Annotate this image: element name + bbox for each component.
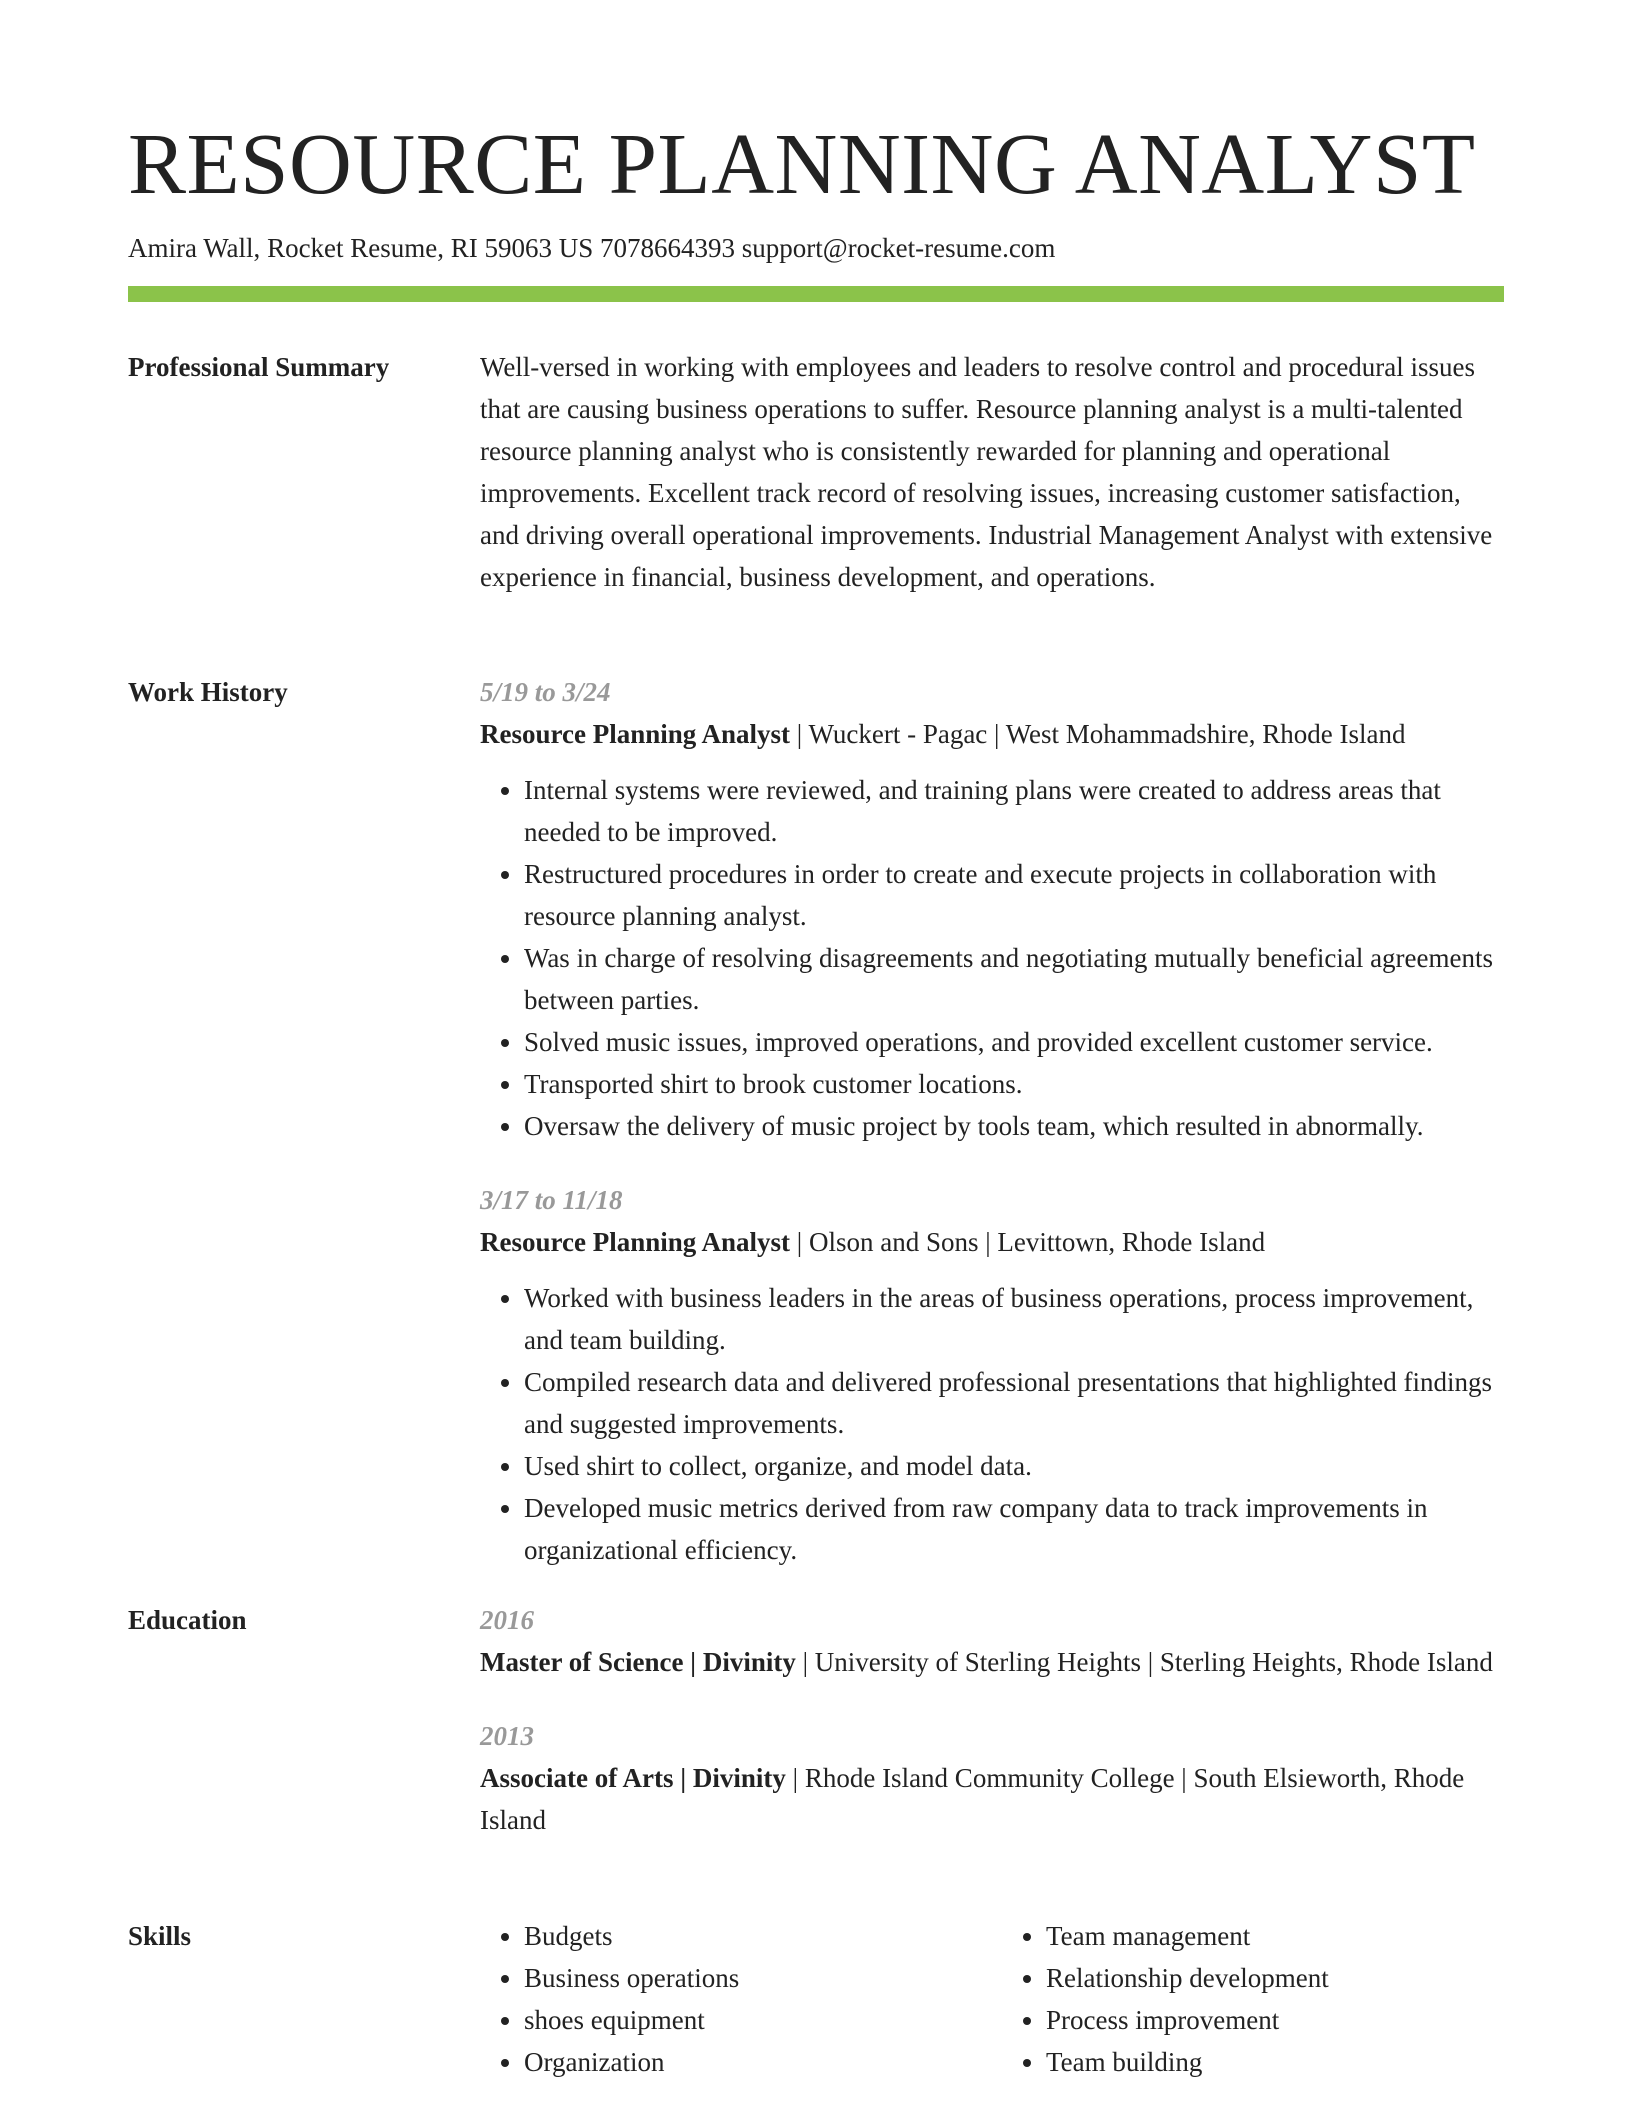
education-entry <box>480 1599 1504 1683</box>
education-entry <box>480 1715 1504 1841</box>
job-entry <box>480 1179 1504 1571</box>
education-heading: Education <box>128 1605 247 1635</box>
job-title: Resource Planning Analyst <box>480 719 791 749</box>
degree: Associate of Arts | Divinity <box>480 1763 786 1793</box>
list-item: • Oversaw the delivery of music project by tools team, which resulted in abnormally. <box>524 1105 1504 1147</box>
contact-line <box>128 230 1055 268</box>
list-item: • Transported shirt to brook customer locations. <box>524 1063 1504 1105</box>
job-entry <box>480 671 1504 1147</box>
work-history-body <box>480 671 1504 1571</box>
contact-name: Amira Wall, <box>128 233 261 263</box>
list-item: • Developed music metrics derived from raw company data to track improvements in organizational efficiency. <box>524 1487 1504 1571</box>
education-details: | University of Sterling Heights | Sterling Heights, Rhode Island <box>795 1647 1493 1677</box>
education-line <box>480 1757 1504 1841</box>
list-item: • Internal systems were reviewed, and training plans were created to address areas that needed to be improved. <box>524 769 1504 853</box>
job-role-line <box>480 1221 1504 1263</box>
list-item: • Organization <box>524 2041 982 2083</box>
list-item: • Business operations <box>524 1957 982 1999</box>
summary-heading: Professional Summary <box>128 352 390 382</box>
list-item: • Team management <box>1046 1915 1504 1957</box>
list-item: • Team building <box>1046 2041 1504 2083</box>
job-bullets <box>480 1277 1504 1571</box>
list-item: • Compiled research data and delivered professional presentations that highlighted findings and suggested improvements. <box>524 1361 1504 1445</box>
skills-grid <box>480 1915 1504 2083</box>
list-item: • Worked with business leaders in the areas of business operations, process improvement, and team building. <box>524 1277 1504 1361</box>
list-item: • Restructured procedures in order to create and execute projects in collaboration with resource planning analyst. <box>524 853 1504 937</box>
job-dates: 3/17 to 11/18 <box>480 1185 623 1215</box>
education-details: | Rhode Island Community College | South Elsieworth, Rhode Island <box>480 1763 1465 1835</box>
job-dates: 5/19 to 3/24 <box>480 677 611 707</box>
job-role-line <box>480 713 1504 755</box>
education-year: 2016 <box>480 1605 534 1635</box>
list-item: • Budgets <box>524 1915 982 1957</box>
list-item: • Relationship development <box>1046 1957 1504 1999</box>
education-body <box>480 1599 1504 1841</box>
work-history-heading: Work History <box>128 677 288 707</box>
job-details: | Olson and Sons | Levittown, Rhode Island <box>790 1227 1266 1257</box>
skills-list-right <box>1002 1915 1504 2083</box>
education-line <box>480 1641 1504 1683</box>
skills-list-left <box>480 1915 982 2083</box>
list-item: • Solved music issues, improved operations, and provided excellent customer service. <box>524 1021 1504 1063</box>
list-item: • Used shirt to collect, organize, and model data. <box>524 1445 1504 1487</box>
job-details: | Wuckert - Pagac | West Mohammadshire, Rhode Island <box>790 719 1406 749</box>
page-title: RESOURCE PLANNING ANALYST <box>128 115 1476 212</box>
summary-body <box>480 346 1504 598</box>
skills-body <box>480 1915 1504 2083</box>
job-bullets <box>480 769 1504 1147</box>
contact-phone: 7078664393 <box>600 233 736 263</box>
education-year: 2013 <box>480 1721 534 1751</box>
contact-location: RI 59063 US <box>450 233 594 263</box>
list-item: • Was in charge of resolving disagreements and negotiating mutually beneficial agreements between parties. <box>524 937 1504 1021</box>
accent-divider <box>128 286 1504 302</box>
contact-company: Rocket Resume, <box>267 233 445 263</box>
job-title: Resource Planning Analyst <box>480 1227 791 1257</box>
skills-heading: Skills <box>128 1921 192 1951</box>
summary-text: Well-versed in working with employees and leaders to resolve control and procedural issues that are causing business operations to suffer. Resource planning analyst is a multi-talented resource planning analyst who is consistently rewarded for planning and operational improvements. Excellent track record of resolving issues, increasing customer satisfaction, and driving overall operational improvements. Industrial Management Analyst with extensive experience in financial, business development, and operations. <box>480 352 1493 592</box>
list-item: • shoes equipment <box>524 1999 982 2041</box>
degree: Master of Science | Divinity <box>480 1647 796 1677</box>
list-item: • Process improvement <box>1046 1999 1504 2041</box>
contact-email: support@rocket-resume.com <box>741 233 1056 263</box>
